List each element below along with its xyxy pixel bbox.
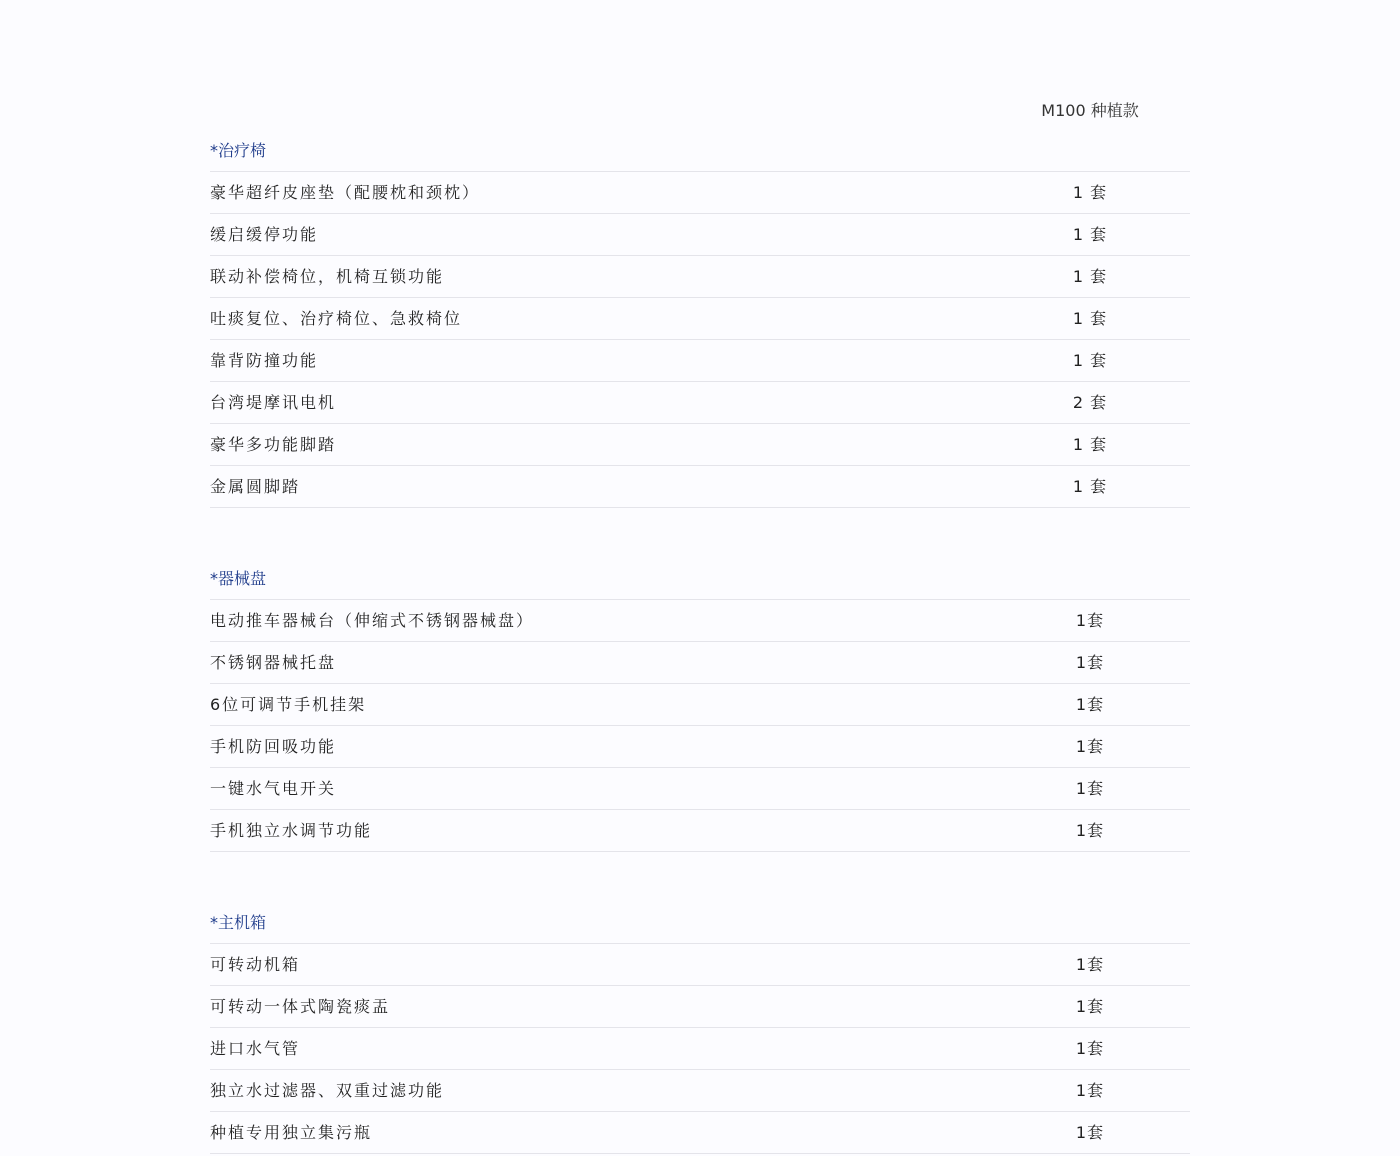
table-row	[210, 1028, 1190, 1070]
feature-label: 豪华超纤皮座垫（配腰枕和颈枕）	[210, 183, 481, 202]
feature-label: 金属圆脚踏	[210, 477, 301, 496]
table-row	[210, 466, 1190, 508]
section-title: *器械盘	[210, 558, 1190, 600]
feature-label: 进口水气管	[210, 1039, 301, 1058]
quantity-value: 1套	[1075, 779, 1105, 798]
table-row	[210, 642, 1190, 684]
table-row	[210, 810, 1190, 852]
table-row	[210, 1070, 1190, 1112]
feature-label: 手机防回吸功能	[210, 737, 337, 756]
table-row	[210, 600, 1190, 642]
quantity-value: 1 套	[1072, 183, 1108, 202]
quantity-value: 1 套	[1072, 225, 1108, 244]
feature-label: 缓启缓停功能	[210, 225, 319, 244]
spec-section	[210, 902, 1190, 1154]
table-row	[210, 986, 1190, 1028]
quantity-value: 1 套	[1072, 267, 1108, 286]
table-row	[210, 298, 1190, 340]
table-row	[210, 424, 1190, 466]
section-title: *治疗椅	[210, 130, 1190, 172]
table-row	[210, 382, 1190, 424]
table-row	[210, 726, 1190, 768]
table-row	[210, 944, 1190, 986]
table-row	[210, 684, 1190, 726]
feature-label: 可转动一体式陶瓷痰盂	[210, 997, 391, 1016]
column-header	[210, 88, 1190, 130]
feature-label: 联动补偿椅位，机椅互锁功能	[210, 267, 445, 286]
spec-sections	[210, 130, 1190, 1154]
table-row	[210, 256, 1190, 298]
feature-label: 6位可调节手机挂架	[210, 695, 367, 714]
table-row	[210, 1112, 1190, 1154]
feature-label: 种植专用独立集污瓶	[210, 1123, 373, 1142]
quantity-value: 1 套	[1072, 435, 1108, 454]
table-row	[210, 214, 1190, 256]
feature-label: 吐痰复位、治疗椅位、急救椅位	[210, 309, 463, 328]
feature-label: 电动推车器械台（伸缩式不锈钢器械盘）	[210, 611, 535, 630]
quantity-value: 1套	[1075, 821, 1105, 840]
spec-section	[210, 130, 1190, 508]
quantity-value: 2 套	[1072, 393, 1108, 412]
quantity-value: 1套	[1075, 1039, 1105, 1058]
feature-label: 豪华多功能脚踏	[210, 435, 337, 454]
quantity-value: 1套	[1075, 1081, 1105, 1100]
quantity-value: 1 套	[1072, 351, 1108, 370]
model-name: M100 种植款	[1041, 101, 1139, 120]
quantity-value: 1套	[1075, 653, 1105, 672]
table-row	[210, 340, 1190, 382]
quantity-value: 1套	[1075, 611, 1105, 630]
quantity-value: 1套	[1075, 737, 1105, 756]
table-row	[210, 768, 1190, 810]
table-row	[210, 172, 1190, 214]
feature-label: 台湾堤摩讯电机	[210, 393, 337, 412]
feature-label: 不锈钢器械托盘	[210, 653, 337, 672]
feature-label: 靠背防撞功能	[210, 351, 319, 370]
feature-label: 独立水过滤器、双重过滤功能	[210, 1081, 445, 1100]
spec-table	[210, 88, 1190, 1154]
quantity-value: 1套	[1075, 695, 1105, 714]
spec-section	[210, 558, 1190, 852]
feature-label: 手机独立水调节功能	[210, 821, 373, 840]
quantity-value: 1套	[1075, 1123, 1105, 1142]
feature-label: 一键水气电开关	[210, 779, 337, 798]
quantity-value: 1 套	[1072, 477, 1108, 496]
feature-label: 可转动机箱	[210, 955, 301, 974]
section-title: *主机箱	[210, 902, 1190, 944]
quantity-value: 1 套	[1072, 309, 1108, 328]
quantity-value: 1套	[1075, 955, 1105, 974]
quantity-value: 1套	[1075, 997, 1105, 1016]
